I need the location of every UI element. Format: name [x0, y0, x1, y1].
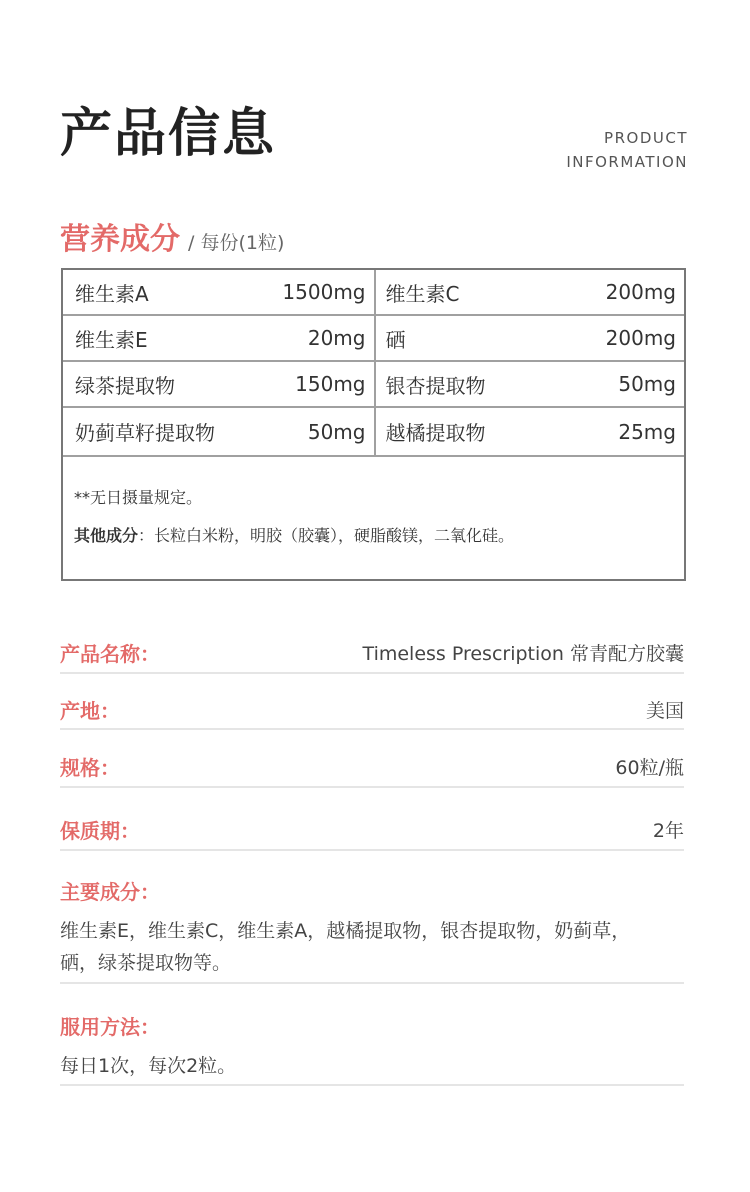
- usage-text: 每日1次，每次2粒。: [60, 1055, 237, 1077]
- table-row: [63, 270, 684, 316]
- other-ingredients: [74, 525, 684, 547]
- nutrient-name: 维生素A: [75, 281, 149, 306]
- shelf-life-label: 保质期：: [60, 818, 140, 843]
- daily-value-note: **无日摄量规定。: [74, 488, 203, 507]
- spec-label: 规格：: [60, 756, 120, 780]
- product-name-value: Timeless Prescription 常青配方胶囊: [362, 642, 684, 665]
- table-cell: [63, 408, 376, 455]
- main-ingredients-block: [60, 876, 684, 984]
- table-notes: [63, 457, 684, 547]
- other-ingredients-label: 其他成分: [74, 526, 139, 545]
- english-title: [566, 126, 688, 174]
- spec-value: 60粒/瓶: [615, 757, 684, 779]
- nutrient-amount: 25mg: [618, 419, 676, 444]
- main-ingredients-label: 主要成分：: [60, 880, 160, 904]
- nutrient-name: 奶蓟草籽提取物: [75, 421, 215, 445]
- table-cell: [376, 270, 685, 314]
- table-row: [63, 408, 684, 457]
- serving-size: / 每份(1粒): [188, 232, 285, 254]
- nutrition-title: 营养成分: [60, 222, 180, 257]
- nutrient-name: 越橘提取物: [385, 421, 486, 445]
- origin-label: 产地：: [60, 698, 120, 723]
- product-name-row: [60, 632, 684, 674]
- nutrient-name: 绿茶提取物: [75, 373, 175, 398]
- nutrient-name: 银杏提取物: [385, 373, 486, 398]
- main-ingredients-line2: 硒，绿茶提取物等。: [60, 952, 232, 974]
- shelf-life-row: [60, 809, 684, 851]
- page-title: 产品信息: [60, 104, 277, 164]
- table-row: [63, 362, 684, 408]
- shelf-life-value: 2年: [652, 819, 684, 842]
- nutrient-name: 硒: [385, 327, 406, 352]
- nutrient-name: 维生素E: [75, 327, 148, 352]
- table-row: [63, 316, 684, 362]
- nutrient-amount: 20mg: [307, 326, 366, 350]
- nutrient-amount: 50mg: [307, 419, 366, 444]
- table-cell: [376, 408, 685, 455]
- table-cell: [376, 316, 685, 360]
- origin-value: 美国: [645, 699, 684, 722]
- nutrition-table: [61, 268, 686, 581]
- english-title-line1: PRODUCT: [604, 129, 688, 147]
- table-cell: [63, 316, 376, 360]
- usage-block: [60, 1011, 684, 1086]
- table-cell: [63, 270, 376, 314]
- table-cell: [376, 362, 685, 406]
- nutrient-amount: 1500mg: [282, 280, 366, 304]
- spec-row: [60, 747, 684, 788]
- nutrition-heading: [60, 214, 284, 258]
- table-cell: [63, 362, 376, 406]
- nutrient-amount: 150mg: [295, 372, 366, 396]
- nutrient-amount: 200mg: [605, 326, 676, 350]
- main-ingredients-text: [60, 915, 684, 979]
- other-ingredients-text: ：长粒白米粉，明胶（胶囊），硬脂酸镁，二氧化硅。: [138, 526, 515, 545]
- nutrient-amount: 200mg: [605, 280, 676, 304]
- nutrient-amount: 50mg: [618, 372, 676, 396]
- english-title-line2: INFORMATION: [566, 153, 688, 171]
- usage-label: 服用方法：: [60, 1015, 160, 1039]
- main-ingredients-line1: 维生素E，维生素C，维生素A，越橘提取物，银杏提取物，奶蓟草，: [60, 920, 631, 942]
- product-name-label: 产品名称：: [60, 641, 160, 666]
- origin-row: [60, 690, 684, 730]
- nutrient-name: 维生素C: [385, 281, 460, 306]
